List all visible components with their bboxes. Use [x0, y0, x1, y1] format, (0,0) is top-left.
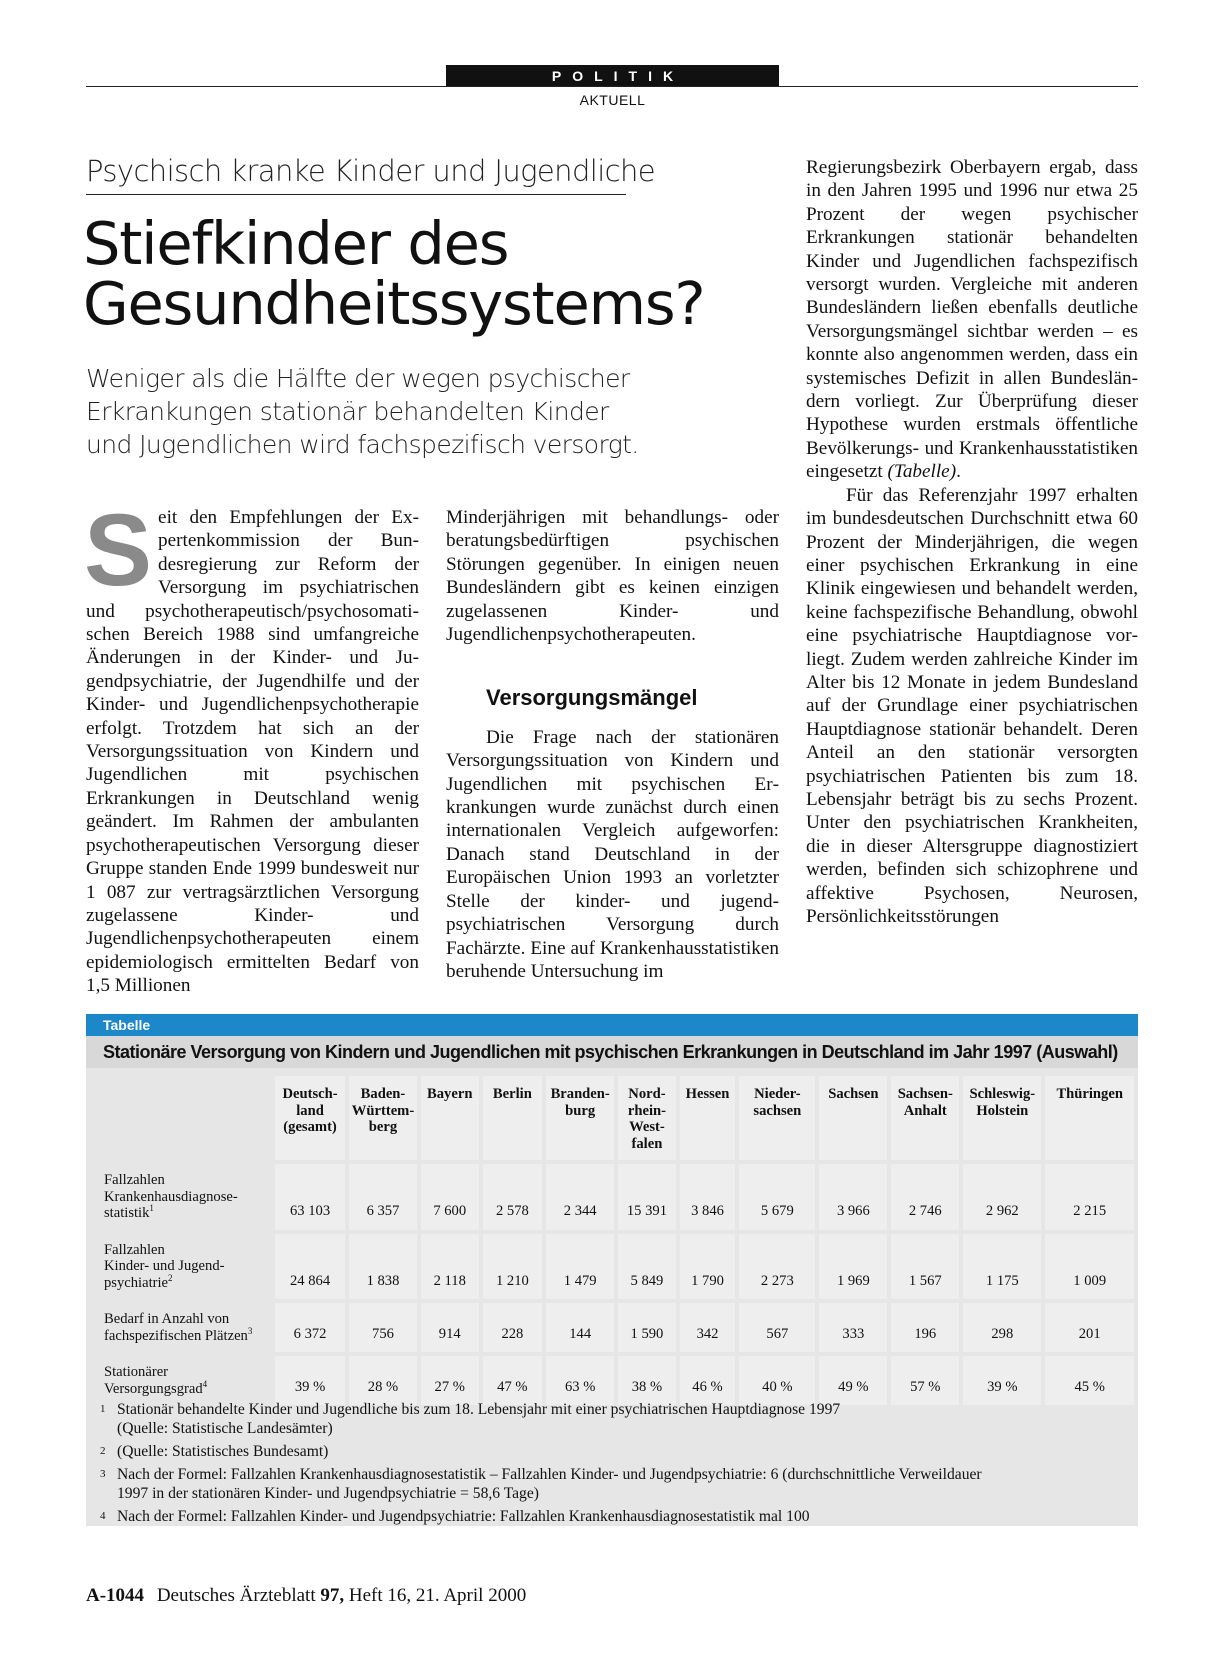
footnote-line: Nach der Formel: Fallzahlen Kinder- und Jugendpsychiatrie: Fallzahlen Krankenhausdiagnosestatistik mal 100 [117, 1508, 810, 1525]
column-header [546, 1076, 614, 1160]
table-footnotes [86, 1400, 1138, 1530]
table-cell: 27 % [421, 1356, 479, 1405]
table-cell: 63 % [546, 1356, 614, 1405]
footnote-number: 1 [100, 1403, 106, 1415]
table-cell: 5 849 [618, 1234, 676, 1300]
lead-line: Weniger als die Hälfte der wegen psychischer [86, 364, 630, 393]
footnote [100, 1507, 1138, 1526]
header-rule [86, 86, 1138, 87]
table-row [90, 1356, 1134, 1405]
table-cell: 28 % [349, 1356, 417, 1405]
lead-line: Erkrankungen stationär behandelten Kinder [86, 397, 609, 426]
table-reference: (Tabelle) [887, 461, 957, 483]
body-column-1 [84, 493, 419, 998]
table-title: Stationäre Versorgung von Kindern und Jugendlichen mit psychischen Erkrankungen in Deutschland im Jahr 1997 (Auswahl) [86, 1036, 1138, 1068]
column-header-line: Deutsch- [282, 1086, 338, 1102]
table-cell: 6 372 [275, 1303, 345, 1352]
table-cell: 3 846 [680, 1164, 736, 1230]
column-header [891, 1076, 959, 1160]
paragraph: Für das Referenzjahr 1997 erhalten im bundesdeutschen Durchschnitt etwa 60 Prozent der Minderjährigen, die wegen einer psychischen Erkrankung in eine Klinik eingewiesen und behandelt werden, keine fachspezifische Behandlung, obwohl eine psychiatrische Hauptdiagnose vorliegt. Zudem werden zahlreiche Kinder im Alter bis 12 Monate in jedem Bundesland auf der Grundlage einer psychiatrischen Hauptdiagnose stationär behandelt. Deren Anteil an den stationär versorgten psychiatrischen Patienten bis zum 18. Lebensjahr beträgt bis zu sechs Prozent. Unter den psychiatrischen Krankheiten, die in dieser Altersgruppe diagnostiziert werden, befinden sich schizophrene und affektive Psychosen, Neurosen, Persönlichkeitsstörungen [806, 484, 1138, 927]
table-cell: 47 % [483, 1356, 543, 1405]
table-corner [90, 1076, 271, 1160]
column-header-line: Thüringen [1056, 1086, 1123, 1102]
row-label-line: Kinder- und Jugend- [104, 1258, 225, 1274]
section-label: POLITIK [446, 65, 779, 86]
column-header-line: Branden- [550, 1086, 610, 1102]
column-header-line: sachsen [753, 1102, 802, 1119]
title-line: Gesundheitssystems? [83, 269, 705, 338]
row-label-line: Fallzahlen [104, 1241, 165, 1258]
footnote-line: 1997 in der stationären Kinder- und Jugendpsychiatrie = 58,6 Tage) [117, 1485, 539, 1502]
column-header-line: Württem- [351, 1102, 415, 1119]
column-header [483, 1076, 543, 1160]
column-header [421, 1076, 479, 1160]
column-header-line: rhein- [627, 1102, 666, 1119]
footnote [100, 1465, 1138, 1503]
article-lead [86, 362, 776, 461]
article-title [83, 209, 763, 338]
table-cell: 2 344 [546, 1164, 614, 1230]
column-header-line: Nord- [628, 1086, 666, 1102]
page-number: A-1044 [86, 1585, 145, 1606]
column-header-line: Hessen [685, 1086, 730, 1102]
table-cell: 6 357 [349, 1164, 417, 1230]
column-header-line: berg [368, 1119, 398, 1135]
column-header [819, 1076, 887, 1160]
section-subhead: Versorgungsmängel [486, 685, 698, 711]
column-header-line: Nieder- [754, 1086, 801, 1102]
column-header-line: burg [565, 1102, 596, 1119]
footnote-marker: 1 [149, 1203, 154, 1213]
table-cell: 333 [819, 1303, 887, 1352]
journal-name: Deutsches Ärzteblatt [156, 1585, 316, 1606]
table-cell: 1 479 [546, 1234, 614, 1300]
table-cell: 38 % [618, 1356, 676, 1405]
paragraph-text: Regierungsbezirk Oberbayern ergab, dass in den Jahren 1995 und 1996 nur etwa 25 Prozent der wegen psychischer Erkrankungen stationär behandelten Kinder und Jugendlichen fachspezifisch versorgt wurden. Vergleiche mit anderen Bundesländern ließen ebenfalls deutliche Versorgungsmängel sichtbar werden – es konnte also angenommen werden, dass ein systemisches Defizit in allen Bundesländern vorliegt. Zur Überprüfung dieser Hypothese wurden erstmals öffentliche Bevölkerungs- und Krankenhausstatistiken eingesetzt [806, 157, 1138, 483]
footnote-marker: 4 [202, 1378, 208, 1389]
column-header-line: Baden- [360, 1086, 406, 1102]
drop-cap: S [84, 493, 153, 607]
table-cell: 201 [1045, 1303, 1134, 1352]
column-header [618, 1076, 676, 1160]
footnote-line: Nach der Formel: Fallzahlen Krankenhausdiagnosestatistik – Fallzahlen Kinder- und Jugendpsychiatrie: 6 (durchschnittliche Verweildauer [117, 1466, 982, 1483]
table-cell: 1 175 [963, 1234, 1041, 1300]
body-column-2 [446, 506, 779, 983]
column-header [963, 1076, 1041, 1160]
footnote-number: 2 [100, 1445, 106, 1457]
table-cell: 1 009 [1045, 1234, 1134, 1300]
article-kicker: Psychisch kranke Kinder und Jugendliche [86, 154, 626, 195]
column-header-line: Anhalt [903, 1102, 947, 1119]
footnote-marker: 3 [247, 1325, 253, 1336]
column-header-line: Sachsen [828, 1086, 879, 1102]
paragraph: eit den Empfehlungen der Expertenkommission der Bundesregierung zur Reform der Versorgung im psychiatrischen und psychotherapeutisch/psychosomatischen Bereich 1988 sind umfangreiche Änderungen in der Kinder- und Jugendpsychiatrie, der Jugendhilfe und der Kinder- und Jugendlichenpsychotherapie erfolgt. Trotzdem hat sich an der Versorgungssituation von Kindern und Jugendlichen mit psychischen Erkrankungen in Deutschland wenig geändert. Im Rahmen der ambulanten psychotherapeutischen Versorgung dieser Gruppe standen Ende 1999 bundesweit nur 1 087 zur vertragsärztlichen Versorgung zugelassene Kinder- und Jugendlichenpsychotherapeuten einem epidemiologisch ermittelten Bedarf von 1,5 Millionen [86, 507, 419, 997]
table-cell: 2 118 [421, 1234, 479, 1300]
table-cell: 1 969 [819, 1234, 887, 1300]
table-row [90, 1234, 1134, 1300]
data-table [86, 1072, 1138, 1409]
row-label-line: Versorgungsgrad [104, 1380, 203, 1397]
table-row [90, 1303, 1134, 1352]
column-header [275, 1076, 345, 1160]
paragraph: Minderjährigen mit behandlungs- oder beratungsbedürftigen psychischen Störungen gegenüber. In einigen neuen Bundesländern gibt es keinen einzigen zugelassenen Kinder- und Jugendlichenpsychotherapeuten. [446, 507, 779, 646]
table-cell: 39 % [275, 1356, 345, 1405]
table-cell: 1 838 [349, 1234, 417, 1300]
column-header [680, 1076, 736, 1160]
data-table-panel [86, 1014, 1138, 1526]
table-cell: 1 590 [618, 1303, 676, 1352]
table-tab-label: Tabelle [86, 1014, 1138, 1036]
table-cell: 49 % [819, 1356, 887, 1405]
row-label-line: Stationärer [104, 1364, 169, 1380]
table-cell: 196 [891, 1303, 959, 1352]
journal-volume: 97, [320, 1585, 345, 1606]
footnote-line: (Quelle: Statistische Landesämter) [117, 1420, 333, 1437]
footnote-text [117, 1442, 1138, 1461]
footnote-line: Stationär behandelte Kinder und Jugendliche bis zum 18. Lebensjahr mit einer psychiatrischen Hauptdiagnose 1997 [117, 1401, 841, 1418]
table-cell: 46 % [680, 1356, 736, 1405]
table-cell: 15 391 [618, 1164, 676, 1230]
column-header-line: Schleswig- [969, 1086, 1036, 1102]
table-cell: 2 215 [1045, 1164, 1134, 1230]
column-header-line: Holstein [976, 1102, 1029, 1119]
row-label-line: psychiatrie [104, 1274, 169, 1291]
row-label-line: Fallzahlen [104, 1172, 165, 1188]
table-cell: 39 % [963, 1356, 1041, 1405]
table-cell: 2 746 [891, 1164, 959, 1230]
footnote-text [117, 1465, 1138, 1503]
table-body [90, 1164, 1134, 1405]
table-cell: 3 966 [819, 1164, 887, 1230]
column-header-line: West- [629, 1119, 665, 1135]
table-cell: 63 103 [275, 1164, 345, 1230]
column-header-line: (gesamt) [283, 1119, 337, 1135]
column-header [739, 1076, 815, 1160]
footnote-text [117, 1507, 1138, 1526]
column-header [1045, 1076, 1134, 1160]
footnote [100, 1442, 1138, 1461]
table-cell: 567 [739, 1303, 815, 1352]
row-label [90, 1303, 271, 1352]
table-cell: 2 273 [739, 1234, 815, 1300]
lead-line: und Jugendlichen wird fachspezifisch versorgt. [86, 430, 639, 459]
column-header-line: Sachsen- [897, 1086, 953, 1102]
table-cell: 5 679 [739, 1164, 815, 1230]
table-cell: 40 % [739, 1356, 815, 1405]
subsection-label: AKTUELL [579, 92, 646, 108]
table-row [90, 1164, 1134, 1230]
footnote-text [117, 1400, 1138, 1438]
title-line: Stiefkinder des [83, 209, 509, 278]
column-header-line: Bayern [427, 1086, 473, 1102]
page-footer [86, 1585, 526, 1607]
row-label-line: Bedarf in Anzahl von [104, 1311, 230, 1327]
table-cell: 57 % [891, 1356, 959, 1405]
column-header-line: Berlin [492, 1086, 532, 1102]
column-header-line: land [296, 1102, 324, 1119]
row-label [90, 1356, 271, 1405]
table-cell: 1 210 [483, 1234, 543, 1300]
body-column-3 [806, 156, 1138, 928]
table-cell: 24 864 [275, 1234, 345, 1300]
footnote-number: 4 [100, 1510, 106, 1522]
table-cell: 2 578 [483, 1164, 543, 1230]
paragraph-text: . [956, 461, 961, 483]
table-cell: 756 [349, 1303, 417, 1352]
table-cell: 144 [546, 1303, 614, 1352]
table-cell: 7 600 [421, 1164, 479, 1230]
row-label-line: Krankenhausdiagnose- [104, 1188, 238, 1205]
column-header [349, 1076, 417, 1160]
table-header-row [90, 1076, 1134, 1160]
footnote-line: (Quelle: Statistisches Bundesamt) [117, 1443, 329, 1460]
table-cell: 1 790 [680, 1234, 736, 1300]
footnote-marker: 2 [168, 1272, 173, 1283]
row-label [90, 1164, 271, 1230]
paragraph: Die Frage nach der stationären Versorgungssituation von Kindern und Jugendlichen mit psychischen Erkrankungen wurde zunächst durch einen internationalen Vergleich aufgeworfen: Danach stand Deutschland in der Europäischen Union 1993 an vorletzter Stelle der kinder- und jugendpsychiatrischen Versorgung durch Fachärzte. Eine auf Krankenhausstatistiken beruhende Untersuchung im [446, 726, 779, 982]
footnote [100, 1400, 1138, 1438]
table-cell: 342 [680, 1303, 736, 1352]
paragraph [806, 156, 1138, 484]
table-cell: 298 [963, 1303, 1041, 1352]
journal-issue: Heft 16, 21. April 2000 [348, 1585, 527, 1606]
table-cell: 45 % [1045, 1356, 1134, 1405]
table-cell: 228 [483, 1303, 543, 1352]
table-cell: 914 [421, 1303, 479, 1352]
column-header-line: falen [631, 1135, 663, 1152]
footnote-number: 3 [100, 1468, 106, 1480]
table-cell: 1 567 [891, 1234, 959, 1300]
table-cell: 2 962 [963, 1164, 1041, 1230]
row-label-line: fachspezifischen Plätzen [104, 1327, 248, 1344]
row-label [90, 1234, 271, 1300]
row-label-line: statistik [104, 1205, 150, 1221]
